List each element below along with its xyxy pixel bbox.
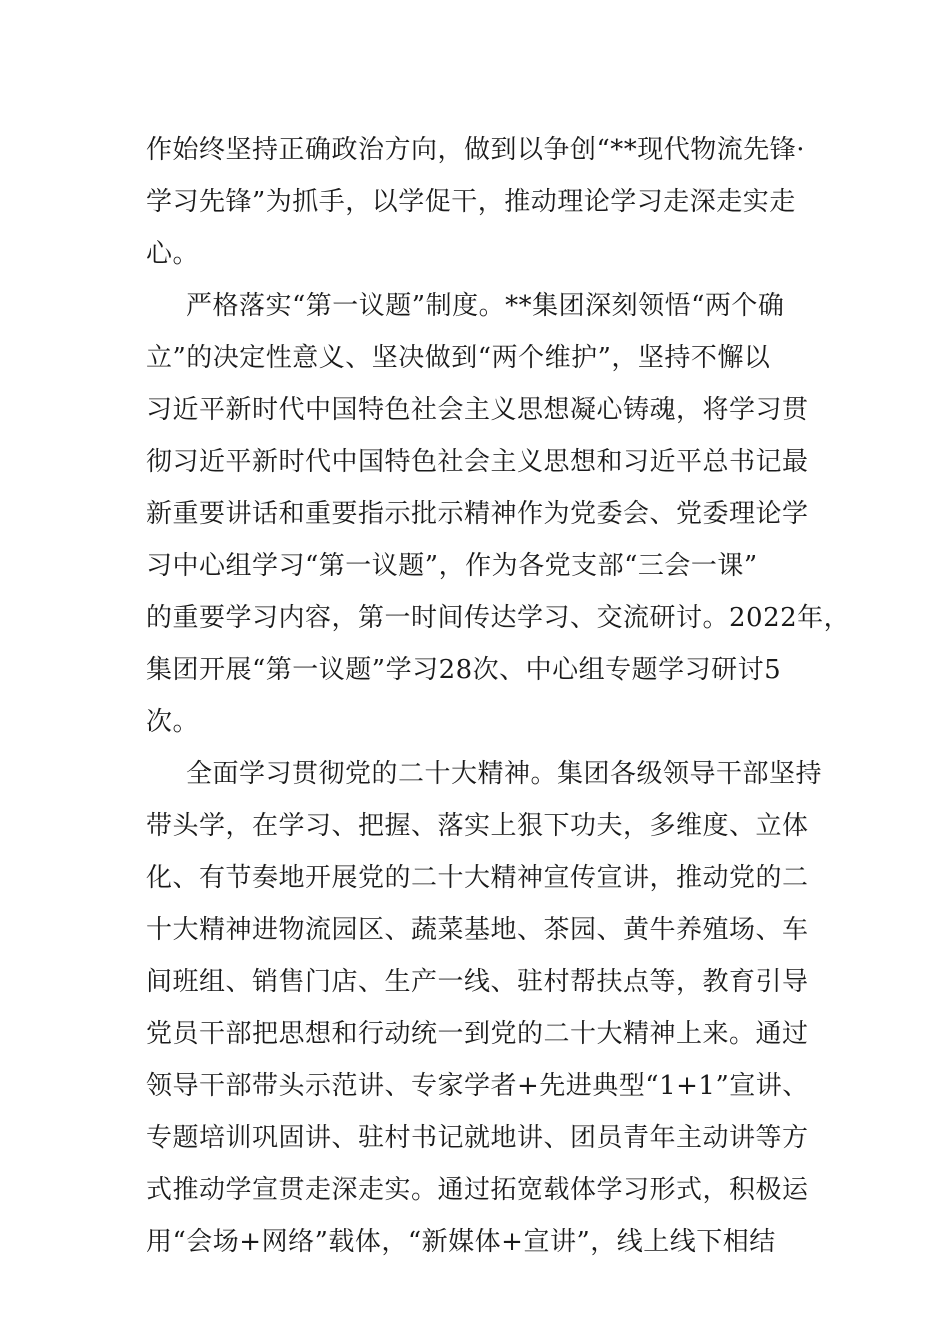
text-line: 领导干部带头示范讲、专家学者+先进典型“1+1”宣讲、: [146, 1071, 809, 1101]
text-line: 习中心组学习“第一议题”，作为各党支部“三会一课”: [146, 551, 758, 581]
text-line: 带头学，在学习、把握、落实上狠下功夫，多维度、立体: [146, 811, 809, 841]
document-body: [146, 124, 851, 1268]
text-line: 十大精神进物流园区、蔬菜基地、茶园、黄牛养殖场、车: [146, 915, 809, 945]
text-line: 学习先锋”为抓手，以学促干，推动理论学习走深走实走: [146, 187, 796, 217]
text-line: 间班组、销售门店、生产一线、驻村帮扶点等，教育引导: [146, 967, 809, 997]
text-line: 专题培训巩固讲、驻村书记就地讲、团员青年主动讲等方: [146, 1123, 809, 1153]
text-line: 立”的决定性意义、坚决做到“两个维护”，坚持不懈以: [146, 343, 771, 373]
text-line: 全面学习贯彻党的二十大精神。集团各级领导干部坚持: [186, 759, 823, 789]
paragraph-continuation: [146, 124, 836, 280]
text-line: 用“会场+网络”载体，“新媒体+宣讲”，线上线下相结: [146, 1227, 776, 1257]
text-line: 严格落实“第一议题”制度。**集团深刻领悟“两个确: [186, 291, 785, 321]
text-line: 集团开展“第一议题”学习28次、中心组专题学习研讨5: [146, 655, 782, 685]
text-line: 次。: [146, 707, 200, 737]
text-line: 心。: [146, 239, 200, 269]
text-line: 习近平新时代中国特色社会主义思想凝心铸魂，将学习贯: [146, 395, 809, 425]
paragraph-first-topic-system: [146, 280, 851, 748]
text-line: 新重要讲话和重要指示批示精神作为党委会、党委理论学: [146, 499, 809, 529]
paragraph-twentieth-congress: [146, 748, 836, 1268]
text-line: 党员干部把思想和行动统一到党的二十大精神上来。通过: [146, 1019, 809, 1049]
text-line: 式推动学宣贯走深走实。通过拓宽载体学习形式，积极运: [146, 1175, 809, 1205]
text-line: 化、有节奏地开展党的二十大精神宣传宣讲，推动党的二: [146, 863, 809, 893]
text-line: 作始终坚持正确政治方向，做到以争创“**现代物流先锋·: [146, 135, 806, 165]
text-line: 彻习近平新时代中国特色社会主义思想和习近平总书记最: [146, 447, 809, 477]
text-line: 的重要学习内容，第一时间传达学习、交流研讨。2022年，: [146, 603, 851, 633]
